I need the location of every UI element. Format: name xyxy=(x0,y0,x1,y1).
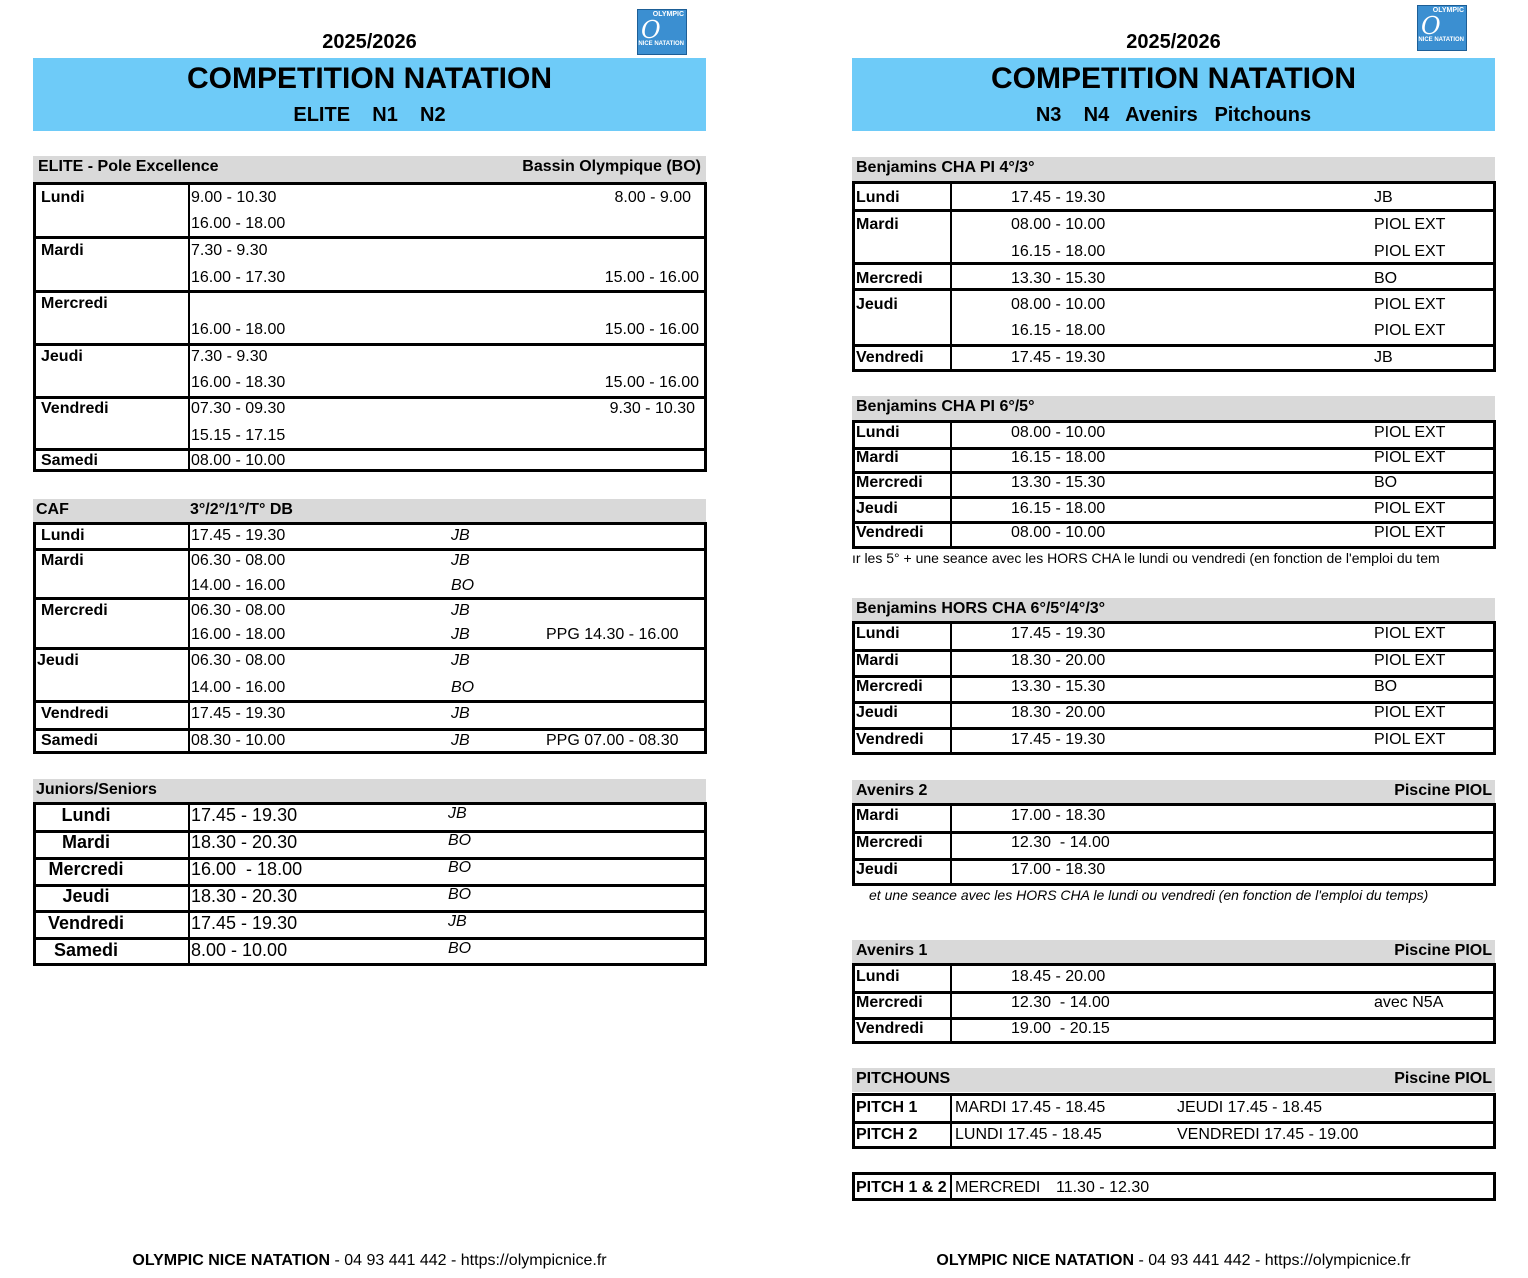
avenirs2-note: et une seance avec les HORS CHA le lundi ou vendredi (en fonction de l'emploi du temps) xyxy=(869,887,1429,903)
pitchouns-title: PITCHOUNS xyxy=(856,1070,951,1087)
footer-contact: - 04 93 441 442 - https://olympicnice.fr xyxy=(330,1252,607,1269)
table-row: Vendredi 17.45 - 19.30 JB xyxy=(47,913,467,933)
elite-title: ELITE - Pole Excellence xyxy=(38,158,219,175)
table-row: Mercredi 13.30 - 15.30 BO xyxy=(856,474,1398,491)
benj65-title: Benjamins CHA PI 6°/5° xyxy=(856,398,1035,415)
table-row: Jeudi 18.30 - 20.30 BO xyxy=(62,886,472,906)
avenirs2-pool: Piscine PIOL xyxy=(1394,782,1492,799)
table-row: Mardi 18.30 - 20.30 BO xyxy=(61,832,472,852)
table-row: 14.00 - 16.00 BO xyxy=(191,679,475,696)
juniors-rows xyxy=(36,805,704,963)
table-row: 16.00 - 18.00 xyxy=(191,215,286,232)
table-row: Mardi 06.30 - 08.00 JB xyxy=(41,552,470,569)
table-row: PITCH 1 & 2 MERCREDI 11.30 - 12.30 xyxy=(856,1179,1150,1196)
benj43-title: Benjamins CHA PI 4°/3° xyxy=(856,159,1035,176)
table-row: Mercredi 12.30 - 14.00 avec N5A xyxy=(856,994,1444,1011)
table-row: Mercredi 06.30 - 08.00 JB xyxy=(41,602,470,619)
pitchouns-header xyxy=(852,1068,1495,1092)
table-row: PITCH 1 MARDI 17.45 - 18.45 JEUDI 17.45 - 18.45 xyxy=(856,1099,1322,1116)
table-row: 16.00 - 18.00 JB PPG 14.30 - 16.00 xyxy=(191,626,679,643)
table-row: Mardi 18.30 - 20.00 PIOL EXT xyxy=(856,652,1446,669)
table-row: 16.15 - 18.00 PIOL EXT xyxy=(1011,322,1446,339)
pitchouns-combined-table xyxy=(852,1172,1496,1201)
juniors-header xyxy=(33,779,706,803)
table-row: Mardi 16.15 - 18.00 PIOL EXT xyxy=(856,449,1446,466)
table-row: Vendredi 17.45 - 19.30 JB xyxy=(41,705,470,722)
benj65-header xyxy=(852,396,1495,420)
page-title: COMPETITION NATATION xyxy=(187,62,552,95)
table-row: Vendredi 19.00 - 20.15 xyxy=(856,1020,1110,1037)
table-row: Vendredi 17.45 - 19.30 JB xyxy=(856,349,1393,366)
elite-pool: Bassin Olympique (BO) xyxy=(522,158,701,175)
table-row: Mercredi 13.30 - 15.30 BO xyxy=(856,270,1398,287)
title-band-right xyxy=(852,58,1495,131)
benj65-rows xyxy=(855,423,1493,546)
caf-title: CAF xyxy=(36,501,69,518)
table-row: Lundi 08.00 - 10.00 PIOL EXT xyxy=(856,424,1446,441)
season-year-right: 2025/2026 xyxy=(1126,31,1221,53)
avenirs1-title: Avenirs 1 xyxy=(856,942,928,959)
table-row: Mardi 08.00 - 10.00 PIOL EXT xyxy=(856,216,1446,233)
table-row: Jeudi 18.30 - 20.00 PIOL EXT xyxy=(856,704,1446,721)
caf-header xyxy=(33,499,706,523)
table-row: Samedi 08.00 - 10.00 xyxy=(41,452,286,469)
table-row: Jeudi 08.00 - 10.00 PIOL EXT xyxy=(856,296,1446,313)
avenirs1-rows xyxy=(855,966,1493,1041)
table-row: Mardi 17.00 - 18.30 xyxy=(856,807,1106,824)
table-row: Mercredi xyxy=(41,295,108,312)
elite-header xyxy=(33,156,706,182)
title-band-left xyxy=(33,58,706,131)
table-row: Vendredi 08.00 - 10.00 PIOL EXT xyxy=(856,524,1446,541)
table-row: 16.00 - 18.00 15.00 - 16.00 xyxy=(191,321,699,338)
table-row: Mercredi 12.30 - 14.00 xyxy=(856,834,1110,851)
club-logo-left: OLYMPIC O NICE NATATION xyxy=(637,9,687,55)
footer-contact: - 04 93 441 442 - https://olympicnice.fr xyxy=(1134,1252,1411,1269)
table-row: Samedi 08.30 - 10.00 JB PPG 07.00 - 08.30 xyxy=(41,732,679,749)
table-row: 14.00 - 16.00 BO xyxy=(191,577,475,594)
table-row: Mercredi 13.30 - 15.30 BO xyxy=(856,678,1398,695)
club-logo-right: OLYMPIC O NICE NATATION xyxy=(1417,5,1467,51)
benjhors-rows xyxy=(855,624,1493,752)
page-subtitle: N3 N4 Avenirs Pitchouns xyxy=(1035,104,1312,126)
avenirs2-header xyxy=(852,780,1495,804)
pitchouns-table xyxy=(852,1093,1496,1149)
caf-levels: 3°/2°/1°/T° DB xyxy=(190,501,293,518)
table-row: 16.00 - 18.30 15.00 - 16.00 xyxy=(191,374,699,391)
table-row: Lundi 18.45 - 20.00 xyxy=(856,968,1106,985)
table-row: Lundi 9.00 - 10.30 8.00 - 9.00 xyxy=(41,189,691,206)
table-row: Lundi 17.45 - 19.30 PIOL EXT xyxy=(856,625,1446,642)
benj65-note: ır les 5° + une seance avec les HORS CHA le lundi ou vendredi (en fonction de l'emploi du tem xyxy=(852,550,1440,566)
footer-left xyxy=(33,1252,706,1270)
benjhors-title: Benjamins HORS CHA 6°/5°/4°/3° xyxy=(856,600,1106,617)
page-title: COMPETITION NATATION xyxy=(991,62,1356,95)
table-row: Vendredi 07.30 - 09.30 9.30 - 10.30 xyxy=(41,400,695,417)
caf-table xyxy=(33,522,707,754)
table-row: Lundi 17.45 - 19.30 JB xyxy=(856,189,1393,206)
table-row: Jeudi 7.30 - 9.30 xyxy=(41,348,268,365)
table-row: 15.15 - 17.15 xyxy=(191,427,286,444)
page-subtitle: ELITE N1 N2 xyxy=(293,104,446,126)
footer-club: OLYMPIC NICE NATATION xyxy=(936,1252,1135,1269)
table-row: Mercredi 16.00 - 18.00 BO xyxy=(48,859,472,879)
footer-club: OLYMPIC NICE NATATION xyxy=(132,1252,331,1269)
benjhors-header xyxy=(852,598,1495,622)
avenirs2-rows xyxy=(855,806,1493,883)
benj43-header xyxy=(852,157,1495,181)
table-row: Jeudi 16.15 - 18.00 PIOL EXT xyxy=(856,500,1446,517)
table-row: Mardi 7.30 - 9.30 xyxy=(41,242,268,259)
table-row: Lundi 17.45 - 19.30 JB xyxy=(41,527,470,544)
table-row: PITCH 2 LUNDI 17.45 - 18.45 VENDREDI 17.45 - 19.00 xyxy=(856,1126,1359,1143)
benj43-table xyxy=(852,181,1496,372)
avenirs1-header xyxy=(852,940,1495,964)
elite-table xyxy=(33,182,707,472)
table-row: 16.15 - 18.00 PIOL EXT xyxy=(1011,243,1446,260)
juniors-title: Juniors/Seniors xyxy=(36,781,157,798)
pitchouns-pool: Piscine PIOL xyxy=(1394,1070,1492,1087)
table-row: Jeudi 17.00 - 18.30 xyxy=(856,861,1106,878)
footer-right xyxy=(852,1252,1495,1270)
avenirs2-title: Avenirs 2 xyxy=(856,782,928,799)
season-year-left: 2025/2026 xyxy=(322,31,417,53)
table-row: 16.00 - 17.30 15.00 - 16.00 xyxy=(191,269,699,286)
table-row: Lundi 17.45 - 19.30 JB xyxy=(61,805,467,825)
table-row: Vendredi 17.45 - 19.30 PIOL EXT xyxy=(856,731,1446,748)
table-row: Jeudi 06.30 - 08.00 JB xyxy=(37,652,470,669)
avenirs1-pool: Piscine PIOL xyxy=(1394,942,1492,959)
table-row: Samedi 8.00 - 10.00 BO xyxy=(53,940,472,960)
